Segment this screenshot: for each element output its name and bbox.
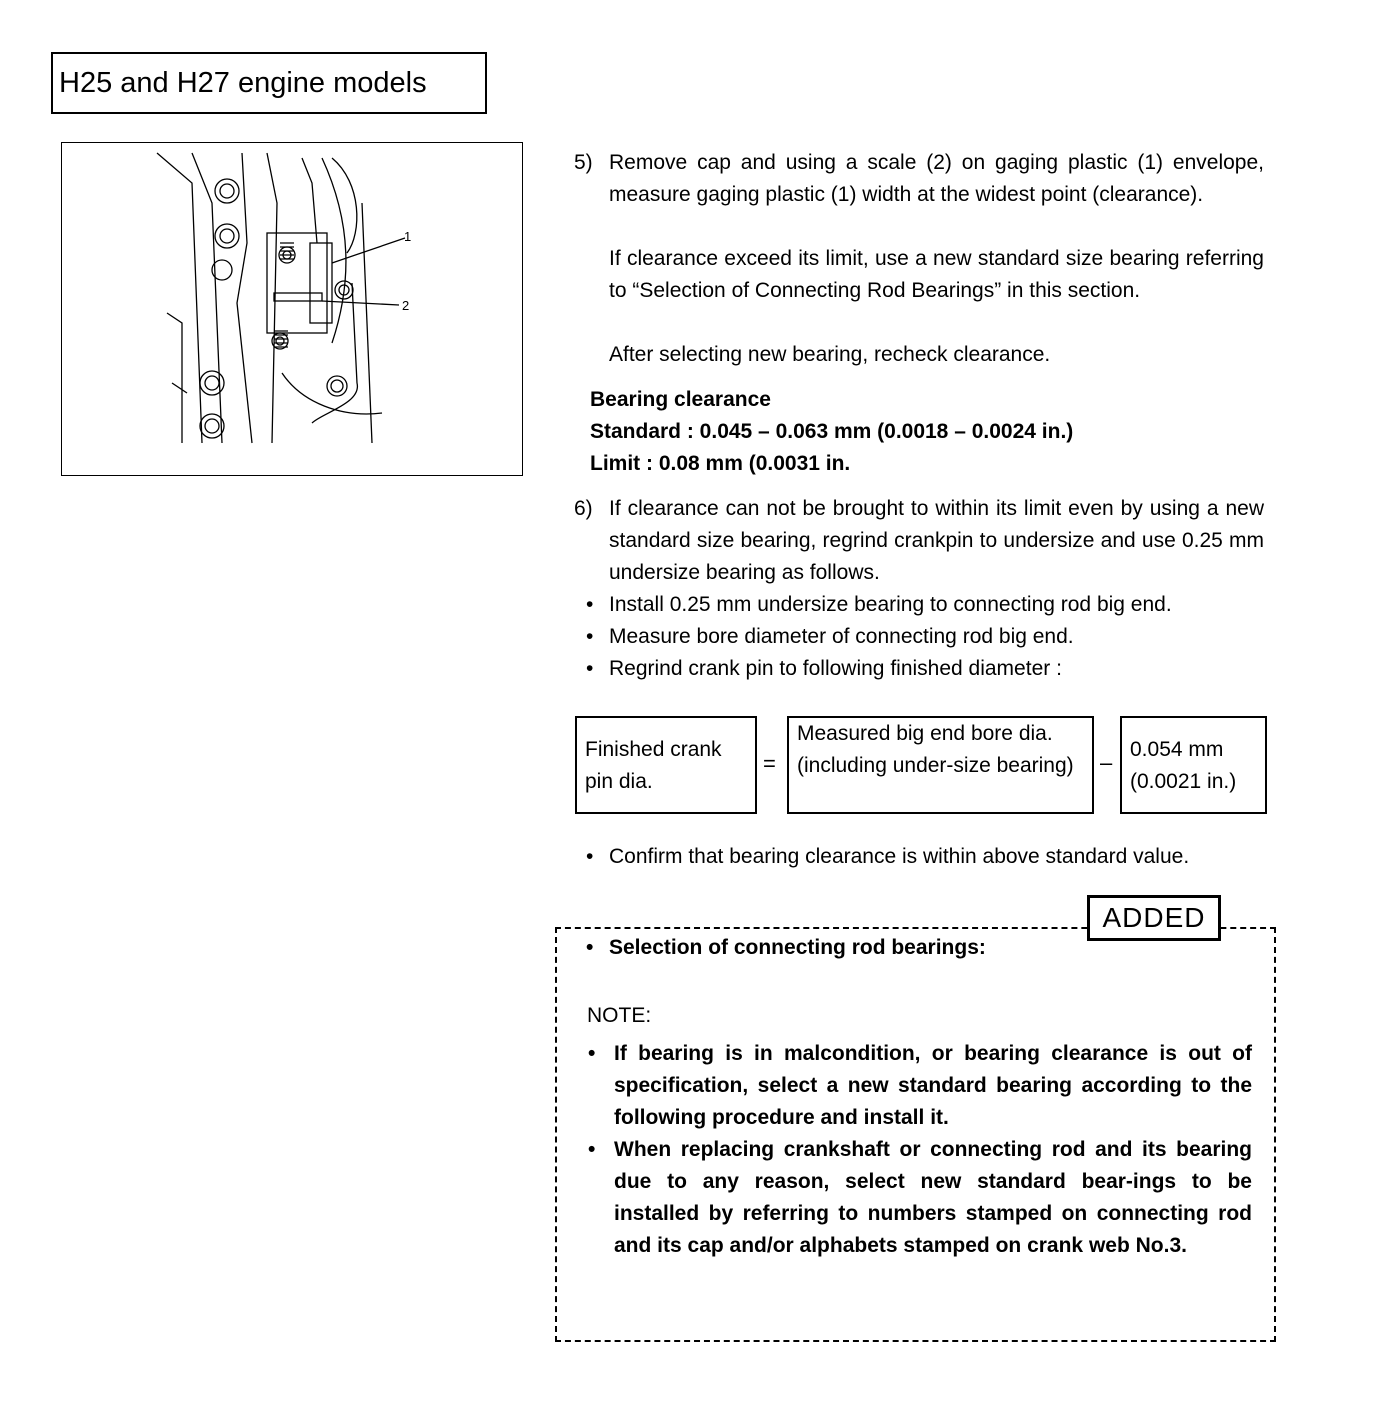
step-6-number: 6) <box>574 497 593 520</box>
note-label: NOTE: <box>587 1004 652 1027</box>
callout-1: 1 <box>404 229 412 244</box>
step-5-line-3: After selecting new bearing, recheck clearance. <box>609 343 1051 366</box>
formula-minus: – <box>1100 750 1113 775</box>
bullet-icon: • <box>586 625 594 648</box>
formula-measured-bore: Measured big end bore dia. (including under-size bearing) <box>787 716 1094 814</box>
added-tag: ADDED <box>1087 895 1221 941</box>
step-6-bullet-3: Regrind crank pin to following finished diameter : <box>609 657 1062 680</box>
callout-2: 2 <box>402 298 410 313</box>
confirm-text: Confirm that bearing clearance is within above standard value. <box>609 845 1190 868</box>
formula-finished-pin: Finished crank pin dia. <box>575 716 757 814</box>
spec-limit: Limit : 0.08 mm (0.0031 in. <box>590 452 851 475</box>
bullet-icon: • <box>586 845 594 868</box>
bullet-icon: • <box>588 1138 596 1161</box>
page-title: H25 and H27 engine models <box>51 52 487 114</box>
note-item-1: If bearing is in malcondition, or bearing clearance is out of specification, select a new standard bearing according to the following procedure and install it. <box>614 1042 1252 1129</box>
step-6-bullet-1: Install 0.25 mm undersize bearing to connecting rod big end. <box>609 593 1172 616</box>
formula-equals: = <box>763 751 776 776</box>
step-5-number: 5) <box>574 151 593 174</box>
step-6-bullet-2: Measure bore diameter of connecting rod big end. <box>609 625 1074 648</box>
bullet-icon: • <box>586 936 594 959</box>
bullet-icon: • <box>588 1042 596 1065</box>
bullet-icon: • <box>586 657 594 680</box>
step-5-line-2: If clearance exceed its limit, use a new standard size bearing referring to “Selection of Connecting Rod Bearings” in this section. <box>609 247 1264 302</box>
bullet-icon: • <box>586 593 594 616</box>
step-5-line-1: Remove cap and using a scale (2) on gaging plastic (1) envelope, measure gaging plastic (1) width at the widest point (clearance). <box>609 151 1264 206</box>
formula-offset: 0.054 mm (0.0021 in.) <box>1120 716 1267 814</box>
spec-standard: Standard : 0.045 – 0.063 mm (0.0018 – 0.0024 in.) <box>590 420 1074 443</box>
spec-heading: Bearing clearance <box>590 388 771 411</box>
note-item-2: When replacing crankshaft or connecting rod and its bearing due to any reason, select new standard bear-ings to be installed by referring to numbers stamped on connecting rod and its cap and/or alphabets stamped on crank web No.3. <box>614 1138 1252 1257</box>
crankshaft-illustration <box>62 143 524 477</box>
engine-figure <box>61 142 523 476</box>
step-6-text: If clearance can not be brought to within its limit even by using a new standard size bearing, regrind crankpin to undersize and use 0.25 mm undersize bearing as follows. <box>609 497 1264 584</box>
selection-heading: Selection of connecting rod bearings: <box>609 936 986 959</box>
